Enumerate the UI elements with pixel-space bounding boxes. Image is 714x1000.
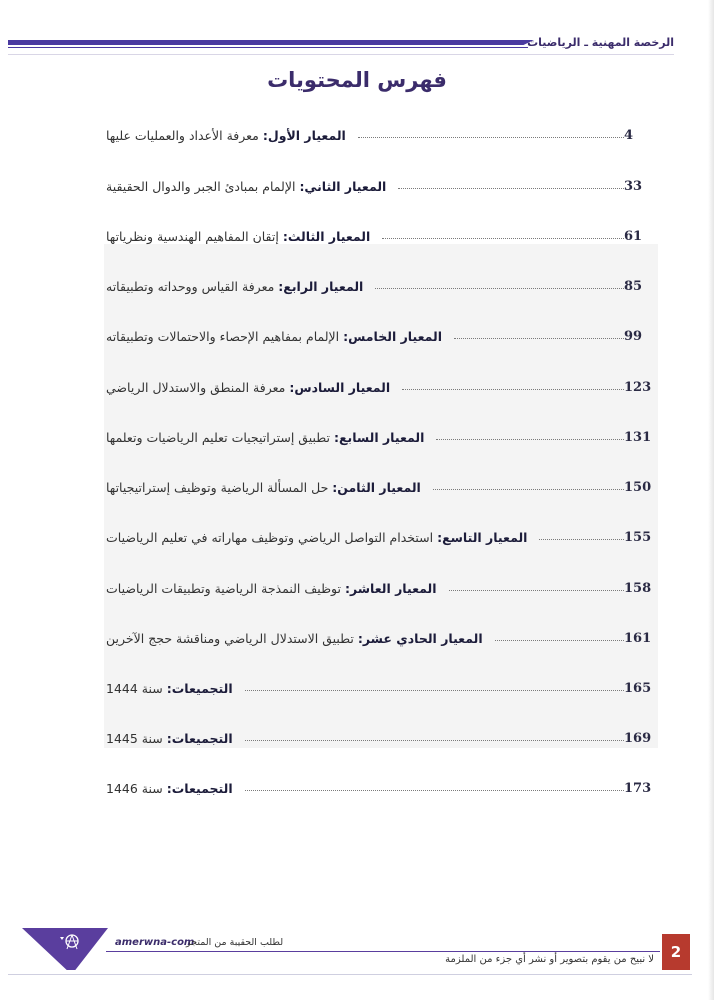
toc-entry-title: سنة 1446 [106,781,163,796]
copyright-warning: لا نبيح من يقوم بتصوير أو نشر أي جزء من الملزمة [445,954,654,965]
toc-entry[interactable] [100,574,650,596]
toc-page-number: 99 [624,329,643,344]
toc-leader-dots [358,137,624,138]
toc-entry-title: الإلمام بمفاهيم الإحصاء والاحتمالات وتطبيقاته [106,329,340,344]
toc-entry[interactable] [100,423,650,445]
toc-page-number: 150 [624,480,652,495]
toc-leader-dots [436,439,624,440]
toc-page-number: 169 [624,731,652,746]
toc-entry-label: التجميعات: [166,781,233,796]
toc-entry-label: المعيار التاسع: [437,530,528,545]
toc-leader-dots [449,590,624,591]
toc-leader-dots [245,690,624,691]
toc-entry[interactable] [100,272,650,294]
toc-entry-title: معرفة القياس ووحداته وتطبيقاته [106,279,275,294]
toc-entry[interactable] [100,322,650,344]
toc-entry-label: التجميعات: [166,681,233,696]
toc-entry-label: المعيار الخامس: [343,329,442,344]
toc-entry-label: التجميعات: [166,731,233,746]
running-header: الرخصة المهنية ـ الرياضيات [527,36,674,49]
toc-entry-title: توظيف النمذجة الرياضية وتطبيقات الرياضيات [106,581,341,596]
toc-page-number: 155 [624,530,652,545]
toc-entry-label: المعيار السابع: [333,430,425,445]
toc-entry-title: إتقان المفاهيم الهندسية ونظرياتها [106,229,279,244]
toc-entry-title: سنة 1444 [106,681,163,696]
toc-page-number: 173 [624,781,652,796]
store-website-link[interactable]: amerwna-com [115,937,195,948]
toc-entry[interactable] [100,774,650,796]
toc-entry-title: تطبيق الاستدلال الرياضي ومناقشة حجج الآخرين [106,631,354,646]
header-accent-line [8,47,528,48]
toc-entry[interactable] [100,172,650,194]
page-edge-shadow [708,0,714,1000]
toc-leader-dots [539,539,624,540]
toc-page-number: 4 [624,128,634,143]
toc-page-number: 123 [624,380,652,395]
toc-entry[interactable] [100,373,650,395]
toc-entry[interactable] [100,222,650,244]
toc-entry-label: المعيار الرابع: [278,279,364,294]
footer-divider [106,951,660,952]
toc-entry-label: المعيار الثالث: [282,229,371,244]
toc-entry-title: استخدام التواصل الرياضي وتوظيف مهاراته في تعليم الرياضيات [106,530,434,545]
toc-page-number: 161 [624,631,652,646]
toc-entry[interactable] [100,523,650,545]
toc-entry-title: حل المسألة الرياضية وتوظيف إستراتيجياتها [106,480,329,495]
toc-entry-title: معرفة الأعداد والعمليات عليها [106,128,259,143]
toc-page-number: 158 [624,581,652,596]
toc-entry-label: المعيار الثامن: [332,480,421,495]
toc-entry[interactable] [100,724,650,746]
toc-leader-dots [375,288,624,289]
toc-entry[interactable] [100,624,650,646]
toc-leader-dots [398,188,624,189]
toc-page-number: 165 [624,681,652,696]
toc-entry-label: المعيار السادس: [289,380,391,395]
page-bottom-rule [8,974,692,975]
geometry-logo-icon [52,930,92,956]
toc-entry-label: المعيار الحادي عشر: [357,631,483,646]
toc-entry-label: المعيار الثاني: [299,179,387,194]
header-divider [8,54,674,55]
toc-entry[interactable] [100,473,650,495]
toc-entry[interactable] [100,121,650,143]
toc-leader-dots [402,389,624,390]
background-watermark [104,244,658,748]
toc-entry[interactable] [100,674,650,696]
footer-order-text: لطلب الحقيبة من المتجر [186,937,284,948]
toc-entry-label: المعيار العاشر: [344,581,437,596]
toc-page-number: 61 [624,229,643,244]
toc-entry-title: سنة 1445 [106,731,163,746]
toc-page-number: 33 [624,179,643,194]
page-title: فهرس المحتويات [267,68,447,92]
page-number-badge: 2 [662,934,690,970]
header-accent-bar [8,40,534,45]
toc-leader-dots [495,640,624,641]
toc-page-number: 131 [624,430,652,445]
toc-page-number: 85 [624,279,643,294]
toc-leader-dots [454,338,624,339]
toc-entry-label: المعيار الأول: [262,128,346,143]
toc-entry-title: معرفة المنطق والاستدلال الرياضي [106,380,286,395]
toc-leader-dots [245,740,624,741]
toc-leader-dots [433,489,624,490]
toc-entry-title: الإلمام بمبادئ الجبر والدوال الحقيقية [106,179,296,194]
toc-leader-dots [382,238,624,239]
toc-leader-dots [245,790,624,791]
toc-entry-title: تطبيق إستراتيجيات تعليم الرياضيات وتعلمها [106,430,330,445]
